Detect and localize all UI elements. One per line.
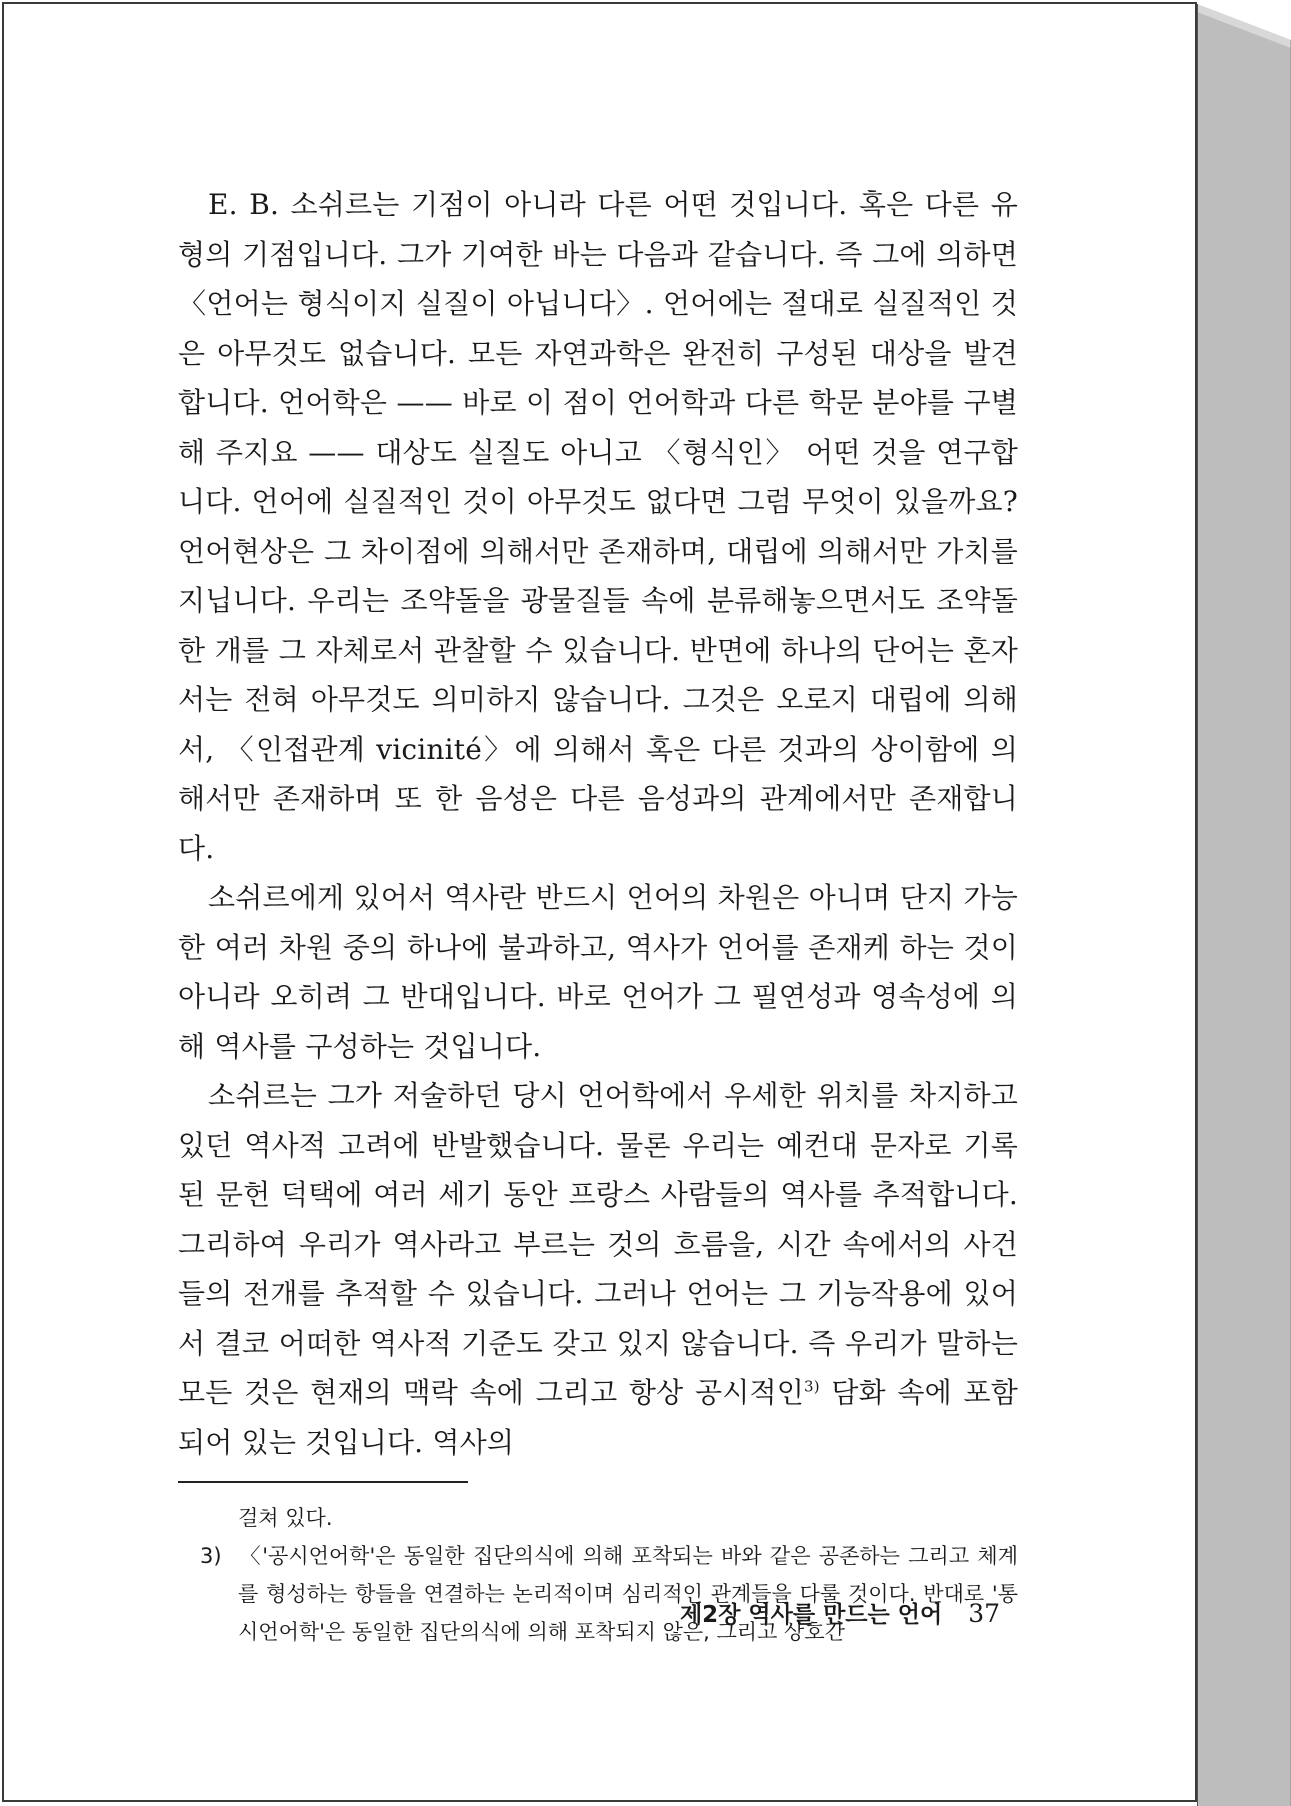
chapter-title: 제2장 역사를 만드는 언어	[679, 1602, 943, 1628]
page-number: 37	[968, 1599, 1000, 1628]
footnote-3-text: 〈'공시언어학'은 동일한 집단의식에 의해 포착되는 바와 같은 공존하는 그리고 체계를 형성하는 항들을 연결하는 논리적이며 심리적인 관계들을 다룰 것이다. 반대로 '통시언어학'은 동일한 집단의식에 의해 포착되지 않은, 그리고 상호간	[238, 1544, 1018, 1644]
paragraph-3-text: 소쉬르는 그가 저술하던 당시 언어학에서 우세한 위치를 차지하고 있던 역사적 고려에 반발했습니다. 물론 우리는 예컨대 문자로 기록된 문헌 덕택에 여러 세기 동안 프랑스 사람들의 역사를 추적합니다. 그리하여 우리가 역사라고 부르는 것의 흐름을, 시간 속에서의 사건들의 전개를 추적할 수 있습니다. 그러나 언어는 그 기능작용에 있어서 결코 어떠한 역사적 기준도 갖고 있지 않습니다. 즉 우리가 말하는 모든 것은 현재의 맥락 속에 그리고 항상 공시적인	[178, 1079, 1018, 1409]
page-body	[178, 180, 1018, 1651]
footnote-rule	[178, 1481, 468, 1483]
footnote-continuation: 걸쳐 있다.	[238, 1506, 333, 1530]
paragraph-3	[178, 1071, 1018, 1467]
running-footer	[560, 1596, 1000, 1629]
footnote-mark-3: 3)	[803, 1377, 820, 1396]
footnote-3-number: 3)	[200, 1544, 222, 1568]
footnote-3	[178, 1537, 1018, 1651]
paragraph-1: E. B. 소쉬르는 기점이 아니라 다른 어떤 것입니다. 혹은 다른 유형의 기점입니다. 그가 기여한 바는 다음과 같습니다. 즉 그에 의하면 〈언어는 형식이지 실질이 아닙니다〉. 언어에는 절대로 실질적인 것은 아무것도 없습니다. 모든 자연과학은 완전히 구성된 대상을 발견합니다. 언어학은 —— 바로 이 점이 언어학과 다른 학문 분야를 구별해 주지요 —— 대상도 실질도 아니고 〈형식인〉 어떤 것을 연구합니다. 언어에 실질적인 것이 아무것도 없다면 그럼 무엇이 있을까요? 언어현상은 그 차이점에 의해서만 존재하며, 대립에 의해서만 가치를 지닙니다. 우리는 조약돌을 광물질들 속에 분류해놓으면서도 조약돌 한 개를 그 자체로서 관찰할 수 있습니다. 반면에 하나의 단어는 혼자서는 전혀 아무것도 의미하지 않습니다. 그것은 오로지 대립에 의해서, 〈인접관계 vicinité〉에 의해서 혹은 다른 것과의 상이함에 의해서만 존재하며 또 한 음성은 다른 음성과의 관계에서만 존재합니다.	[178, 188, 1018, 865]
paragraph-3-tail: 담화 속에 포함되어 있는 것입니다. 역사의	[178, 1376, 1018, 1459]
book-spine-shadow	[1197, 0, 1291, 1806]
paragraph-2: 소쉬르에게 있어서 역사란 반드시 언어의 차원은 아니며 단지 가능한 여러 차원 중의 하나에 불과하고, 역사가 언어를 존재케 하는 것이 아니라 오히려 그 반대입니다. 바로 언어가 그 필연성과 영속성에 의해 역사를 구성하는 것입니다.	[178, 881, 1018, 1063]
